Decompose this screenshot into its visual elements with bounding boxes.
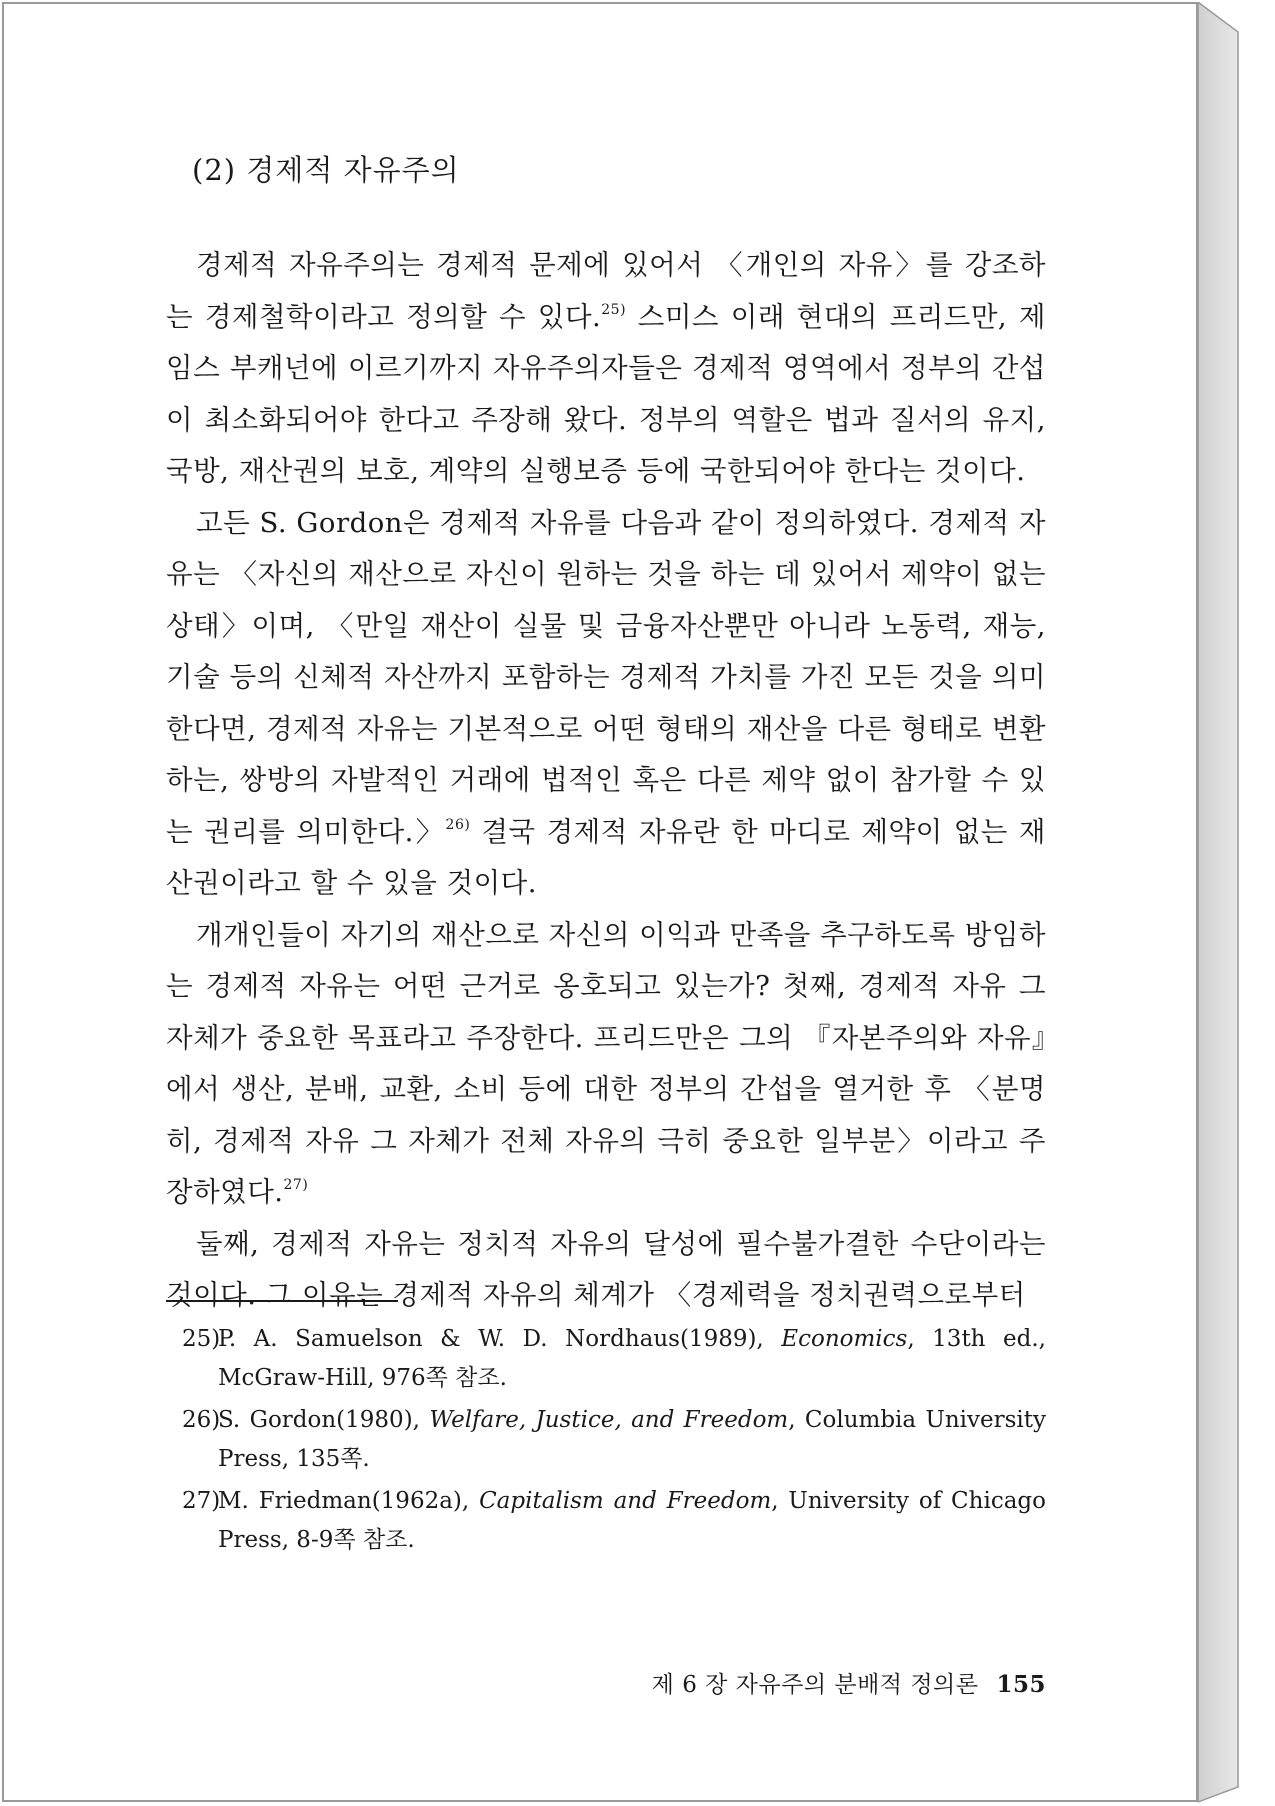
section-title: (2) 경제적 자유주의 (192, 153, 460, 187)
paragraph-2 (166, 498, 1046, 910)
footnote-title: Economics (781, 1326, 908, 1352)
footnote-publisher: , University of Chicago Press, 8-9쪽 참조. (218, 1488, 1046, 1553)
paragraph-3 (166, 910, 1046, 1219)
footnote-title: Welfare, Justice, and Freedom (429, 1407, 789, 1433)
paragraph-3-text-a: 개개인들이 자기의 재산으로 자신의 이익과 만족을 추구하도록 방임하는 경제적 자유는 어떤 근거로 옹호되고 있는가? 첫째, 경제적 자유 그 자체가 중요한 목표라고 주장한다. 프리드만은 그의 『자본주의와 자유』에서 생산, 분배, 교환, 소비 등에 대한 정부의 간섭을 열거한 후 〈분명히, 경제적 자유 그 자체가 전체 자유의 극히 중요한 일부분〉이라고 주장하였다. (166, 918, 1046, 1208)
chapter-title: 제 6 장 자유주의 분배적 정의론 (651, 1672, 979, 1698)
paragraph-4 (166, 1219, 1046, 1322)
footnote-26 (184, 1401, 1046, 1479)
running-footer (652, 1666, 1046, 1699)
paragraph-4-text-a: 둘째, 경제적 자유는 정치적 자유의 달성에 필수불가결한 수단이라는 것이다. 그 이유는 경제적 자유의 체계가 〈경제력을 정치권력으로부터 (166, 1227, 1046, 1311)
footnote-number: 25) (182, 1326, 221, 1352)
footnote-number: 26) (182, 1407, 221, 1433)
page-number: 155 (996, 1671, 1046, 1698)
footnote-ref-26[interactable]: 26) (445, 816, 471, 833)
book-page (2, 2, 1198, 1802)
paragraph-1 (166, 240, 1046, 498)
footnote-ref-25[interactable]: 25) (601, 301, 627, 318)
footnote-author: P. A. Samuelson & W. D. Nordhaus(1989), (218, 1326, 782, 1352)
footnote-25 (184, 1320, 1046, 1398)
footnote-number: 27) (182, 1488, 221, 1514)
paragraph-2-text-b: 결국 경제적 자유란 한 마디로 제약이 없는 재산권이라고 할 수 있을 것이다. (166, 815, 1046, 899)
footnote-publisher: , Columbia University Press, 135쪽. (218, 1407, 1046, 1472)
footnotes (184, 1320, 1046, 1563)
footnote-author: M. Friedman(1962a), (218, 1488, 480, 1514)
page-thickness-shading (1198, 2, 1272, 1804)
footnote-publisher: , 13th ed., McGraw-Hill, 976쪽 참조. (218, 1326, 1046, 1391)
footnote-author: S. Gordon(1980), (218, 1407, 430, 1433)
footnote-divider (166, 1300, 398, 1302)
footnote-title: Capitalism and Freedom (479, 1488, 772, 1514)
paragraph-1-text-a: 경제적 자유주의는 경제적 문제에 있어서 〈개인의 자유〉를 강조하는 경제철학이라고 정의할 수 있다. (166, 249, 1046, 333)
paragraph-1-text-b: 스미스 이래 현대의 프리드만, 제임스 부캐넌에 이르기까지 자유주의자들은 경제적 영역에서 정부의 간섭이 최소화되어야 한다고 주장해 왔다. 정부의 역할은 법과 질서의 유지, 국방, 재산권의 보호, 계약의 실행보증 등에 국한되어야 한다는 것이다. (166, 300, 1046, 487)
footnote-27 (184, 1482, 1046, 1560)
body-text (166, 240, 1046, 1322)
footnote-ref-27[interactable]: 27) (283, 1177, 309, 1193)
paragraph-2-text-a: 고든 S. Gordon은 경제적 자유를 다음과 같이 정의하였다. 경제적 자유는 〈자신의 재산으로 자신이 원하는 것을 하는 데 있어서 제약이 없는 상태〉이며, 〈만일 재산이 실물 및 금융자산뿐만 아니라 노동력, 재능, 기술 등의 신체적 자산까지 포함하는 경제적 가치를 가진 모든 것을 의미한다면, 경제적 자유는 기본적으로 어떤 형태의 재산을 다른 형태로 변환하는, 쌍방의 자발적인 거래에 법적인 혹은 다른 제약 없이 참가할 수 있는 권리를 의미한다.〉 (166, 506, 1046, 848)
